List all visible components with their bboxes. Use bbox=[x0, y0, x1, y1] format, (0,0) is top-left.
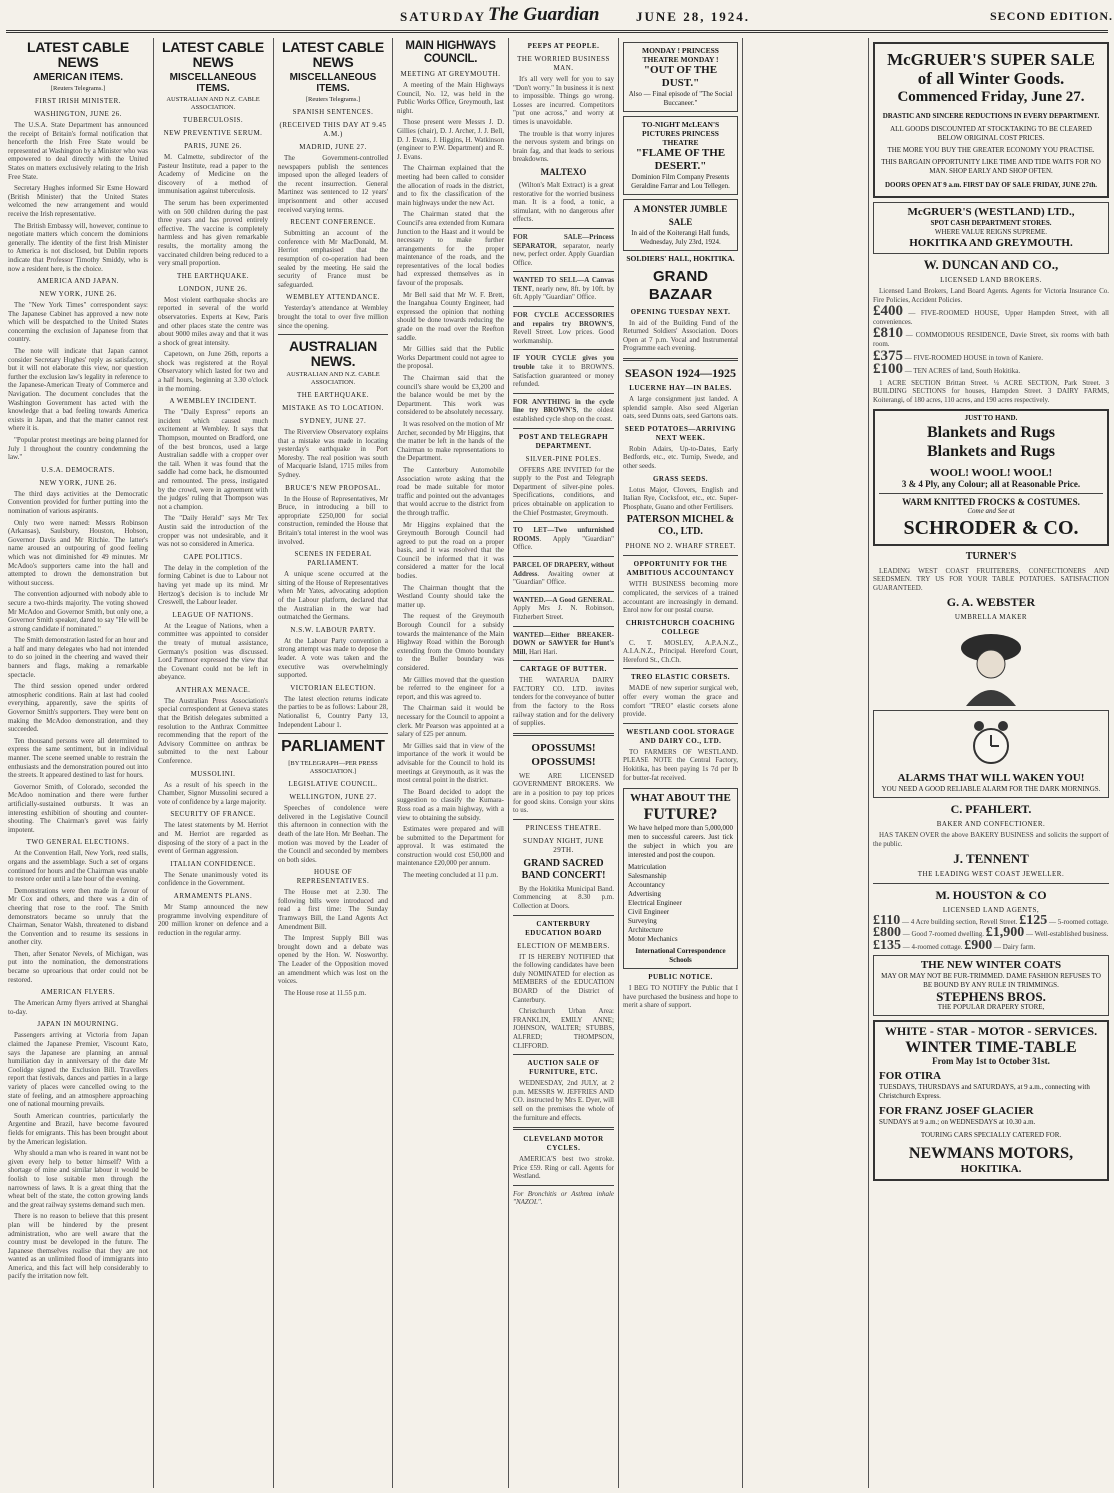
bazaar-subheading: OPENING TUESDAY NEXT. bbox=[630, 307, 731, 316]
article-heading: BRUCE'S NEW PROPOSAL. bbox=[285, 483, 381, 492]
woman-portrait-illustration bbox=[946, 626, 1036, 706]
property-price: £125 bbox=[1019, 912, 1048, 928]
masthead-rule bbox=[6, 30, 1108, 33]
dateline: NEW YORK, JUNE 26. bbox=[39, 290, 117, 299]
ad-heading: SILVER-PINE POLES. bbox=[525, 454, 602, 463]
ad-heading: POST AND TELEGRAPH DEPARTMENT. bbox=[518, 432, 609, 450]
white-star-motors-ad: WHITE - STAR - MOTOR - SERVICES. WINTER TIME-TABLE From May 1st to October 31st. FOR OTIRA TUESDAYS, THURSDAYS and SATURDAYS, at 9 a.m., connecting with Christchurch Express. FOR FRANZ JOSEF GLACIER SUNDAYS at 9 a.m.; on WEDNESDAYS at 10.30 a.m. TOURING CARS SPECIALLY CATERED FOR. NEWMANS MOTORS, HOKITIKA. bbox=[873, 1020, 1109, 1181]
article-text: The Chairman thought that the Westland County should take the matter up. bbox=[397, 583, 504, 609]
ad-heading: THE WORRIED BUSINESS MAN. bbox=[517, 55, 610, 72]
classified-ad: PARCEL OF DRAPERY, without Address bbox=[513, 560, 614, 578]
firm-name: PATERSON MICHEL & CO., LTD. bbox=[626, 514, 735, 538]
article-heading: MUSSOLINI. bbox=[190, 769, 236, 778]
alarm-clock-illustration bbox=[966, 718, 1016, 768]
mcgruer-stores-sub: SPOT CASH DEPARTMENT STORES. bbox=[930, 219, 1052, 227]
dateline: LONDON, JUNE 26. bbox=[178, 284, 248, 293]
news-source: [Reuters Telegrams.] bbox=[305, 96, 361, 103]
wool-line: WOOL! WOOL! WOOL! bbox=[929, 466, 1053, 479]
article-heading: TWO GENERAL ELECTIONS. bbox=[26, 838, 130, 847]
column-display-ads: McGRUER'S SUPER SALE of all Winter Goods. Commenced Friday, June 27. DRASTIC AND SINCERE REDUCTIONS IN EVERY DEPARTMENT. ALL GOODS DISCOUNTED AT STOCKTAKING TO BE CLEARED BELOW ORIGINAL COST PRICES. THE MORE YOU BUY THE GREATER ECONOMY YOU PRACTISE. THIS BARGAIN OPPORTUNITY LIKE TIME AND TIDE WAITS FOR NO MAN. SHOP EARLY AND SHOP OFTEN. DOORS OPEN AT 9 a.m. FIRST DAY OF SALE FRIDAY, JUNE 27th. McGRUER'S (WESTLAND) LTD., SPOT CASH DEPARTMENT STORES. WHERE VALUE REIGNS SUPREME. HOKITIKA AND GREYMOUTH. W. DUNCAN AND CO., LICENSED LAND BROKERS. Licensed Land Brokers, Land Board Agents. Agents for Victoria Insurance Co. Fire Policies, Accident Policies. £400 — FIVE-ROOMED HOUSE, Upper Hampden Street, with all conveniences. £810 — COMMODIOUS RESIDENCE, Davie Street, six rooms with bath room. £375 — FIVE-ROOMED HOUSE in town of Kaniere. £100 — TEN ACRES of land, South Hokitika. 1 ACRE SECTION Brittan Street. ¼ ACRE SECTION, Park Street. 3 BUILDING SECTIONS for houses, Hampden Street. 3 DAIRY FARMS, Koiterangi, of 180 acres, 110 acres, and 190 acres respectively. JUST TO HAND. Blankets and Rugs Blankets and Rugs WOOL! WOOL! WOOL! 3 & 4 Ply, any Colour; all at Reasonable Price. WARM KNITTED FROCKS & COSTUMES. Come and See at SCHRODER & CO. TURNER'S LEADING WEST COAST FRUITERERS, CONFECTIONERS AND SEEDSMEN. TRY US FOR YOUR TABLE POTATOES. SATISFACTION GUARANTEED. G. A. WEBSTER UMBRELLA MAKER ALARMS THAT WILL WAKEN YOU! YOU NEED A GOOD RELIABLE ALARM FOR THE DARK MORNINGS. C. PFAHLERT. BAKER AND CONFECTIONER. HAS TAKEN OVER the above BAKERY BUSINESS and solicits the support of the public. J. TENNENT THE LEADING WEST COAST JEWELLER. M. HOUSTON & CO LICENSED LAND AGENTS, £110 — 4 Acre building section, Revell Street. £125 — 5-roomed cottage. £800 — Good 7-roomed dwelling. £1,900 — Well-established business. £135 — 4-roomed cottage. £900 — Dairy farm. THE NEW WINTER COATS MAY OR MAY NOT BE FUR-TRIMMED. DAME FASHION REFUSES TO BE BOUND BY ANY RULE IN TRIMMINGS. STEPHENS BROS. THE POPULAR DRAPERY STORE, WHITE - STAR - MOTOR - SERVICES. WINTER TIME-TABLE From May 1st to October 31st. FOR OTIRA TUESDAYS, THURSDAYS and SATURDAYS, at 9 a.m., connecting with Christchurch Express. FOR FRANZ JOSEF GLACIER SUNDAYS at 9 a.m.; on WEDNESDAYS at 10.30 a.m. TOURING CARS SPECIALLY CATERED FOR. NEWMANS MOTORS, HOKITIKA. bbox=[873, 38, 1109, 1486]
classified-ad: FOR ANYTHING in the cycle line try BROWN'S bbox=[513, 397, 614, 415]
article-heading: THE EARTHQUAKE. bbox=[296, 391, 369, 400]
ad-heading: CARTAGE OF BUTTER. bbox=[520, 665, 607, 674]
column-heading: LATEST CABLE NEWS bbox=[27, 39, 129, 70]
wsm-title: WHITE - STAR - MOTOR - SERVICES. bbox=[884, 1024, 1098, 1039]
ad-heading: GRASS SEEDS. bbox=[652, 474, 709, 483]
article-heading: NEW PREVENTIVE SERUM. bbox=[163, 129, 263, 137]
article-heading-large: MAIN HIGHWAYS COUNCIL. bbox=[405, 40, 496, 65]
column-american-items: LATEST CABLE NEWS AMERICAN ITEMS. [Reuters Telegrams.] FIRST IRISH MINISTER. WASHINGTON, JUNE 26. The U.S.A. State Department has announced the receipt of Britain's formal notification that henceforth the Irish Free State would be represented at Washington by a Minister who was empowered to deal directly with the United States on matters exclusively relating to the Irish Free State. Secretary Hughes informed Sir Esme Howard (British Minister) that the United States welcomed the new arrangement and would receive the Irish representative. The British Embassy will, however, continue to negotiate matters which concern the dominions generally. The identity of the first Irish Minister to America is not disclosed, but Dublin reports indicate that Professor Timothy Smiddy, who is now a resident here, is the choice. AMERICA AND JAPAN. NEW YORK, JUNE 26. The "New York Times" correspondent says: The Japanese Cabinet has approved a new note which will be despatched to the United States concerning the exclusion of Japanese from that country. The note will indicate that Japan cannot consider Secretary Hughes' reply as satisfactory, but it will not elaborate this view, nor question further the exclusion law's legality in reference to the Japanese-American Treaty of Commerce and Navigation. The document concludes that the Washington Government has acted with the knowledge that a bad feeling towards America exists in Japan, and that the matter cannot rest where it is. "Popular protest meetings are being planned for July 1 throughout the country condemning the law." U.S.A. DEMOCRATS. NEW YORK, JUNE 26. The third days activities at the Democratic Convention provided for further putting into the nomination of various aspirants. Only two were named: Messrs Robinson (Arkansas), Saulsbury, Houston, Hobson, Governor Davis and Mr Ritchie. The latter's name aroused an outpouring of good feeling which was not diminished for 49 minutes. Mr McAdoo's supporters came into the hall and attempted to drown the demonstration but without success. The convention adjourned with nobody able to secure a two-thirds majority. The voting showed Mr McAdoo and Governor Smith, but only one, a Governor Smith speaker, dared to say "He will be a strong candidate if nominated." The Smith demonstration lasted for an hour and a half and many delegates who had not intended to do so joined in the cheering and waved their banners and flags, making a remarkable spectacle. The third session opened under ordered atmospheric conditions. Rain at last had cooled everything, apparently, save the spirits of Governor Smith's supporters. They were bent on making the McAdoo demonstration, and they succeeded. Ten thousand persons were all determined to express the same sentiment, but in individual manner. The scene seemed unable to restrain the enthusiasts and the demonstration poured out into the streets. It appeared destined to last for hours. Governor Smith, of Colorado, seconded the McAdoo nomination and there were further artificially-sustained outbursts. It was an interesting exhibition of shouting and counter-shouting. The Chairman's gavel was fairly impotent. TWO GENERAL ELECTIONS. At the Convention Hall, New York, reed stalls, organs and the assemblage. Such a set of organs continued for hours and the Chairman was unable to restore order until a late hour of the evening. Demonstrations were then made in favour of Mr Cox and others, and there was a din of cheering that rose to the roof. The Smith demonstrators became so unruly that the Chairman, Senator Walsh, threatened to disband the Convention and to resume its sessions in another city. Then, after Senator Nevels, of Michigan, was put into the nomination, the demonstrations became so uproarious that order could not be restored. AMERICAN FLYERS. The American Army flyers arrived at Shanghai to-day. JAPAN IN MOURNING. Passengers arriving at Victoria from Japan claimed the Japanese Premier, Viscount Kato, says the Japanese are planning an annual humiliation day in anniversary of the date Mr Coolidge signed the Exclusion Bill. Travellers report that festivals, dances and parties in a large variety of places were cancelled owing to the state of feeling, and an atmosphere approaching one of national mourning prevails. South American countries, particularly the Argentine and Brazil, have become favoured fields for emigrants. This has been brought about by the American legislation. Why should a man who is reared in want not be given every help to better himself? With a shortage of mine and similar labour it would be foolish to lose suitable men through the narrowness of laws. It is a great thing that the wheat belt of the state, the cotton growing lands and the great railway systems demand such men. There is no reason to believe that this present plan will be hindered by the present administration, who are well aware that the country must be developed in the future. The Japanese themselves realise that they are not wanted as an unlimited flood of immigrants into America, and this fact will help considerably to pacify the irritation now felt. bbox=[8, 39, 148, 1281]
ad-heading: LUCERNE HAY—IN BALES. bbox=[629, 383, 732, 392]
property-price: £900 bbox=[964, 937, 993, 953]
ad-heading: TREO ELASTIC CORSETS. bbox=[630, 673, 730, 682]
dateline: WASHINGTON, JUNE 26. bbox=[34, 110, 122, 118]
mcgruer-line2: of all Winter Goods. bbox=[917, 69, 1065, 88]
cinema-ad-header: TO-NIGHT McLEAN'S PICTURES PRINCESS THEATRE bbox=[641, 120, 720, 147]
article-text: The "New York Times" correspondent says: The Japanese Cabinet has approved a new note which will be despatched to the United States concerning the exclusion of Japanese from that country. bbox=[8, 301, 148, 344]
article-heading: HOUSE OF REPRESENTATIVES. bbox=[296, 868, 370, 886]
houston-name: M. HOUSTON & CO bbox=[935, 887, 1047, 902]
property-price: £1,900 bbox=[985, 925, 1025, 941]
ad-heading: OPPORTUNITY FOR THE AMBITIOUS ACCOUNTANCY bbox=[626, 560, 735, 578]
pfahlert-name: C. PFAHLERT. bbox=[950, 802, 1032, 817]
classified-ad: IF YOUR CYCLE gives you trouble bbox=[513, 354, 614, 372]
dateline: SYDNEY, JUNE 27. bbox=[299, 417, 367, 426]
ad-brand: MALTEXO bbox=[540, 166, 587, 177]
article-heading: N.S.W. LABOUR PARTY. bbox=[290, 625, 376, 634]
webster-sub: UMBRELLA MAKER bbox=[954, 613, 1028, 622]
stephens-name: STEPHENS BROS. bbox=[936, 989, 1046, 1005]
column-main-highways: MAIN HIGHWAYS COUNCIL. MEETING AT GREYMOUTH. A meeting of the Main Highways Council, No. 12, was held in the Public Works Office, Greymouth, last night. Those present were Messrs J. D. Gillies (chair), D. J. Archer, J. J. Bell, D. J. Evans, J. Higgins, H. Watkinson (engineer to P.W. Department) and R. J. Evans. The Chairman explained that the meeting had been called to consider the allocation of roads in the district, and to fix the classification of the main highways under the new Act. The Chairman stated that the Council's area extended from Kumara Junction to the Haast and it would be necessary to make further arrangements for the proper maintenance of the roads, and the representatives of the local bodies had expressed themselves as in favour of the proposals. Mr Bell said that Mr W. F. Brett, the Inangahua County Engineer, had expressed the opinion that nothing should be done towards reducing the grade on the road over the Reefton saddle. Mr Gillies said that the Public Works Department could not agree to the proposal. The Chairman said that the council's share would be £3,200 and the balance would be met by the Department. This work was considered to be absolutely necessary. It was resolved on the motion of Mr Archer, seconded by Mr Higgins, that the matter be left in the hands of the Chairman to make representations to the Department. The Canterbury Automobile Association wrote asking that the road be made suitable for motor traffic and pointed out the advantages that would accrue to the district from the through traffic. Mr Higgins explained that the Greymouth Borough Council had agreed to put the road on a proper basis, and it was resolved that the Council be informed that it was considered a matter for the local bodies. The Chairman thought that the Westland County should take the matter up. The request of the Greymouth Borough Council for a subsidy towards the maintenance of the Main Highway Road within the Borough extending from the Omoto boundary to the Buller boundary was considered. Mr Gillies moved that the question be referred to the engineer for a report, and this was agreed to. The Chairman said it would be necessary for the Council to appoint a clerk. Mr Pearson was appointed at a salary of £25 per annum. Mr Gillies said that in view of the importance of the work it would be advisable for the Council to hold its meetings at Greymouth, as it was the most central point in the district. The Board decided to adopt the suggestion to classify the Kumara-Ross road as a main highway, with a view to obtaining the subsidy. Estimates were prepared and will be submitted to the Department for approval. It was estimated the construction would cost £50,000 and maintenance £20,000 per annum. The meeting concluded at 11 p.m. bbox=[397, 40, 504, 880]
article-heading: JAPAN IN MOURNING. bbox=[37, 1020, 119, 1029]
column-subheading: MISCELLANEOUS ITEMS. bbox=[289, 72, 377, 94]
newmans-name: NEWMANS MOTORS, bbox=[908, 1145, 1074, 1163]
mcgruer-stores-towns: HOKITIKA AND GREYMOUTH. bbox=[909, 237, 1073, 249]
mcgruer-doors: DOORS OPEN AT 9 a.m. FIRST DAY OF SALE FRIDAY, JUNE 27th. bbox=[884, 181, 1098, 189]
property-price: £800 bbox=[873, 925, 901, 941]
route-otira: FOR OTIRA bbox=[879, 1070, 942, 1083]
jumble-sale-ad: A MONSTER JUMBLE SALE In aid of the Koiterangi Hall funds, Wednesday, July 23rd, 1924. bbox=[623, 199, 738, 251]
article-heading: LEGISLATIVE COUNCIL. bbox=[288, 780, 378, 789]
classified-ad: WANTED—Either BREAKER-DOWN or SAWYER for Hunt's Mill bbox=[513, 630, 614, 656]
article-heading: CAPE POLITICS. bbox=[183, 552, 243, 561]
ad-heading: PUBLIC NOTICE. bbox=[648, 973, 713, 982]
column-australian-news: LATEST CABLE NEWS MISCELLANEOUS ITEMS. [Reuters Telegrams.] SPANISH SENTENCES. (RECEIVED THIS DAY AT 9.45 A.M.) MADRID, JUNE 27. The Government-controlled newspapers publish the sentences imposed upon the alleged leaders of the recent insurrection. General Martinez was sentenced to 12 years' imprisonment and other accused received varying terms. RECENT CONFERENCE. Submitting an account of the conference with Mr MacDonald, M. Herriot emphasised that the resumption of co-operation had been sealed by the meeting. He said the security of France must be safeguarded. WEMBLEY ATTENDANCE. Yesterday's attendance at Wembley brought the total to over five million since the opening. AUSTRALIAN NEWS. AUSTRALIAN AND N.Z. CABLE ASSOCIATION. THE EARTHQUAKE. MISTAKE AS TO LOCATION. SYDNEY, JUNE 27. The Riverview Observatory explains that a mistake was made in locating yesterday's earthquake in Port Moresby. The real position was south of Macquarie Island, 1715 miles from Sydney. BRUCE'S NEW PROPOSAL. In the House of Representatives, Mr Bruce, in introducing a bill to appropriate £250,000 for social construction, reminded the House that Britain's total interest in the wool was involved. SCENES IN FEDERAL PARLIAMENT. A unique scene occurred at the sitting of the House of Representatives when Mr Yates, advocating adoption of the Labour platform, declared that the Australian in the war had outmatched the Germans. N.S.W. LABOUR PARTY. At the Labour Party convention a strong attempt was made to depose the leader. A vote was taken and the executive was overwhelmingly supported. VICTORIAN ELECTION. The latest election returns indicate the parties to be as follows: Labour 28, Nationalist 6, Country Party 13, Independent Labour 1. PARLIAMENT [BY TELEGRAPH—PER PRESS ASSOCIATION.] LEGISLATIVE COUNCIL. WELLINGTON, JUNE 27. Speeches of condolence were delivered in the Legislative Council this afternoon in connection with the death of the late Hon. Mr Beehan. The motion was moved by the Leader of the Council and seconded by members on both sides. HOUSE OF REPRESENTATIVES. The House met at 2.30. The following bills were introduced and read a first time: The Sunday Tramways Bill, the Land Agents Act Amendment Bill. The Imprest Supply Bill was brought down and a debate was opened by the Hon. W. Nosworthy. The Leader of the Opposition moved an amendment which was lost on the voices. The House rose at 11.55 p.m. bbox=[278, 39, 388, 997]
article-text: M. Calmette, subdirector of the Pasteur Institute, read a paper to the Academy of Medicine on the discovery of a method of immunisation against tuberculosis. bbox=[158, 153, 268, 196]
column-rule bbox=[868, 38, 869, 1488]
article-heading: WEMBLEY ATTENDANCE. bbox=[285, 293, 380, 302]
wool-sub: 3 & 4 Ply, any Colour; all at Reasonable Price. bbox=[901, 478, 1081, 489]
stephens-sub: THE POPULAR DRAPERY STORE, bbox=[937, 1003, 1045, 1012]
classified-ad: WANTED.—A Good GENERAL bbox=[513, 595, 613, 604]
column-classified-ads: PEEPS AT PEOPLE. THE WORRIED BUSINESS MAN. It's all very well for you to say "Don't worry." In business it is next to impossible. Things go wrong. Losses are incurred. Competitors "put one across," and worry at times is unavoidable. The trouble is that worry injures the nervous system and brings on brain fag, and that leads to serious breakdowns. MALTEXO (Wilton's Malt Extract) is a great restorative for the worried business man. It is a food, a tonic, a stimulant, with no dangerous after effects. FOR SALE—Princess SEPARATOR, separator, nearly new, perfect order. Apply Guardian Office. WANTED TO SELL—A Canvas TENT, nearly new, 8ft. by 10ft. by 6ft. Apply "Guardian" Office. FOR CYCLE ACCESSORIES and repairs try BROWN'S, Revell Street. Low prices. Good workmanship. IF YOUR CYCLE gives you trouble take it to BROWN'S. Satisfaction guaranteed or money refunded. FOR ANYTHING in the cycle line try BROWN'S, the oldest established cycle shop on the coast. POST AND TELEGRAPH DEPARTMENT. SILVER-PINE POLES. OFFERS ARE INVITED for the supply to the Post and Telegraph Department of silver-pine poles. Specifications, conditions, and prices obtainable on application to the Chief Postmaster, Greymouth. TO LET—Two unfurnished ROOMS. Apply "Guardian" Office. PARCEL OF DRAPERY, without Address. Awaiting owner at "Guardian" Office. WANTED.—A Good GENERAL. Apply Mrs J. N. Robinson, Fitzherbert Street. WANTED—Either BREAKER-DOWN or SAWYER for Hunt's Mill, Hari Hari. CARTAGE OF BUTTER. THE WATARUA DAIRY FACTORY CO. LTD. invites tenders for the conveyance of butter from the factory to the Ross railway station and for the delivery of supplies. OPOSSUMS! OPOSSUMS! WE ARE LICENSED GOVERNMENT BROKERS. We are in a position to pay top prices for good skins. Consign your skins to us. PRINCESS THEATRE. SUNDAY NIGHT, JUNE 29TH. GRAND SACRED BAND CONCERT! By the Hokitika Municipal Band. Commencing at 8.30 p.m. Collection at Doors. CANTERBURY EDUCATION BOARD ELECTION OF MEMBERS. IT IS HEREBY NOTIFIED that the following candidates have been duly NOMINATED for election as MEMBERS of the EDUCATION BOARD of the District of Canterbury. Christchurch Urban Area: FRANKLIN, EMILY ANNE; JOHNSON, WALTER; STUBBS, ALFRED; THOMPSON, CLIFFORD. AUCTION SALE OF FURNITURE, ETC. WEDNESDAY, 2nd JULY, at 2 p.m. MESSRS W. JEFFRIES AND CO. instructed by Mrs E. Dyer, will sell on the premises the whole of the furniture and effects. CLEVELAND MOTOR CYCLES. AMERICA'S best two stroke. Price £59. Ring or call. Agents for Westland. For Bronchitis or Asthma inhale "NAZOL". bbox=[513, 42, 614, 1207]
mcgruer-text: DRASTIC AND SINCERE REDUCTIONS IN EVERY DEPARTMENT. bbox=[882, 112, 1100, 120]
article-subheading: MEETING AT GREYMOUTH. bbox=[400, 70, 501, 78]
article-heading: ANTHRAX MENACE. bbox=[175, 685, 251, 694]
pfahlert-sub: BAKER AND CONFECTIONER. bbox=[936, 820, 1046, 829]
property-price: £100 bbox=[873, 361, 903, 378]
ad-title: A MONSTER JUMBLE SALE bbox=[633, 204, 728, 227]
mcgruer-stores-ad: McGRUER'S (WESTLAND) LTD., SPOT CASH DEPARTMENT STORES. WHERE VALUE REIGNS SUPREME. HOKITIKA AND GREYMOUTH. bbox=[873, 202, 1109, 254]
ics-school-name: International Correspondence Schools bbox=[635, 947, 726, 965]
ics-heading-1: WHAT ABOUT THE bbox=[630, 792, 731, 805]
blankets-line1: Blankets and Rugs bbox=[926, 423, 1056, 441]
ad-heading: WESTLAND COOL STORAGE AND DAIRY CO., LTD. bbox=[626, 727, 735, 745]
article-heading: LEAGUE OF NATIONS. bbox=[172, 610, 254, 619]
article-heading: ITALIAN CONFIDENCE. bbox=[170, 859, 256, 868]
parliament-heading: PARLIAMENT bbox=[281, 738, 385, 756]
column-rule bbox=[742, 38, 743, 1488]
coats-heading: THE NEW WINTER COATS bbox=[920, 959, 1062, 972]
cinema-ad-mcleans: TO-NIGHT McLEAN'S PICTURES PRINCESS THEATRE "FLAME OF THE DESERT." Dominion Film Company Presents Geraldine Farrar and Lou Tellegen. bbox=[623, 116, 738, 195]
season-heading: SEASON 1924—1925 bbox=[624, 365, 737, 380]
column-rule bbox=[273, 38, 274, 1488]
dateline: MADRID, JUNE 27. bbox=[299, 143, 367, 151]
article-heading: SPANISH SENTENCES. bbox=[292, 108, 374, 116]
opossums-heading: OPOSSUMS! OPOSSUMS! bbox=[531, 741, 596, 768]
mcgruer-sale-ad: McGRUER'S SUPER SALE of all Winter Goods. Commenced Friday, June 27. DRASTIC AND SINCERE REDUCTIONS IN EVERY DEPARTMENT. ALL GOODS DISCOUNTED AT STOCKTAKING TO BE CLEARED BELOW ORIGINAL COST PRICES. THE MORE YOU BUY THE GREATER ECONOMY YOU PRACTISE. THIS BARGAIN OPPORTUNITY LIKE TIME AND TIDE WAITS FOR NO MAN. SHOP EARLY AND SHOP OFTEN. DOORS OPEN AT 9 a.m. FIRST DAY OF SALE FRIDAY, JUNE 27th. bbox=[873, 42, 1109, 198]
venue-name: SOLDIERS' HALL, HOKITIKA. bbox=[626, 254, 735, 263]
classified-ad: FOR SALE—Princess SEPARATOR bbox=[513, 232, 614, 250]
ad-heading: ELECTION OF MEMBERS. bbox=[517, 941, 610, 950]
article-heading: VICTORIAN ELECTION. bbox=[290, 683, 376, 692]
duncan-subtitle: LICENSED LAND BROKERS. bbox=[940, 276, 1042, 284]
article-heading: U.S.A. DEMOCRATS. bbox=[41, 465, 115, 474]
alarm-title: ALARMS THAT WILL WAKEN YOU! bbox=[897, 772, 1085, 785]
ad-heading: PRINCESS THEATRE. bbox=[525, 823, 602, 832]
article-heading: AMERICA AND JAPAN. bbox=[36, 277, 120, 286]
column-subheading: MISCELLANEOUS ITEMS. bbox=[169, 72, 257, 94]
mcgruer-stores-title: McGRUER'S (WESTLAND) LTD., bbox=[907, 206, 1075, 218]
article-heading: ARMAMENTS PLANS. bbox=[173, 891, 253, 900]
property-price: £110 bbox=[873, 912, 901, 928]
blankets-ad bbox=[873, 409, 1109, 546]
column-rule bbox=[392, 38, 393, 1488]
blankets-line2: Blankets and Rugs bbox=[926, 442, 1056, 460]
masthead bbox=[0, 0, 1114, 30]
classified-ad: TO LET—Two unfurnished ROOMS bbox=[513, 526, 614, 543]
dateline: PARIS, JUNE 26. bbox=[184, 142, 242, 150]
property-price: £400 bbox=[873, 303, 903, 320]
blankets-intro: JUST TO HAND. bbox=[964, 413, 1018, 422]
article-heading: TUBERCULOSIS. bbox=[182, 116, 244, 124]
mcgruer-title: McGRUER'S SUPER SALE bbox=[887, 50, 1095, 69]
frocks-line: WARM KNITTED FROCKS & COSTUMES. bbox=[902, 496, 1080, 507]
newspaper-title: The Guardian bbox=[488, 4, 600, 25]
tennent-sub: THE LEADING WEST COAST JEWELLER. bbox=[917, 869, 1065, 878]
dateline: NEW YORK, JUNE 26. bbox=[39, 478, 117, 487]
article-heading: MISTAKE AS TO LOCATION. bbox=[282, 404, 384, 413]
property-price: £375 bbox=[873, 347, 903, 364]
alarm-ad: ALARMS THAT WILL WAKEN YOU! YOU NEED A GOOD RELIABLE ALARM FOR THE DARK MORNINGS. bbox=[873, 710, 1109, 798]
timetable-heading: WINTER TIME-TABLE bbox=[905, 1039, 1077, 1057]
ics-ad: WHAT ABOUT THE FUTURE? We have helped more than 5,000,000 men to successful careers. Just tick the subject in which you are interested and post the coupon. Matriculation Salesmanship Accountancy Advertising Electrical Engineer Civil Engineer Surveying Architecture Motor Mechanics International Correspondence Schools bbox=[623, 788, 738, 969]
article-heading: A WEMBLEY INCIDENT. bbox=[169, 397, 257, 406]
timetable-sub: From May 1st to October 31st. bbox=[932, 1056, 1050, 1067]
column-heading: LATEST CABLE NEWS bbox=[282, 39, 384, 70]
houston-sub: LICENSED LAND AGENTS, bbox=[942, 905, 1040, 914]
property-price: £810 bbox=[873, 325, 903, 342]
australian-news-heading: AUSTRALIAN NEWS. bbox=[289, 338, 377, 370]
article-text: A meeting of the Main Highways Council, No. 12, was held in the Public Works Office, Greymouth, last night. bbox=[397, 81, 504, 115]
dateline: WELLINGTON, JUNE 27. bbox=[289, 793, 377, 802]
stephens-ad: THE NEW WINTER COATS MAY OR MAY NOT BE FUR-TRIMMED. DAME FASHION REFUSES TO BE BOUND BY ANY RULE IN TRIMMINGS. STEPHENS BROS. THE POPULAR DRAPERY STORE, bbox=[873, 955, 1109, 1016]
article-heading: THE EARTHQUAKE. bbox=[176, 271, 249, 280]
classified-ad: For Bronchitis or Asthma inhale "NAZOL". bbox=[513, 1189, 614, 1207]
ad-heading: CLEVELAND MOTOR CYCLES. bbox=[523, 1135, 604, 1153]
article-text: The U.S.A. State Department has announced the receipt of Britain's formal notification that henceforth the Irish Free State would be represented at Washington by a Minister who was empowered to deal directly with the United States on matters exclusively relating to the Irish Free State. bbox=[8, 121, 148, 181]
article-text: The third days activities at the Democratic Convention provided for further putting into the nomination of various aspirants. bbox=[8, 489, 148, 515]
mcgruer-line3: Commenced Friday, June 27. bbox=[897, 89, 1085, 105]
ad-heading: CANTERBURY EDUCATION BOARD bbox=[525, 919, 602, 937]
concert-heading: GRAND SACRED BAND CONCERT! bbox=[521, 857, 606, 881]
column-rule bbox=[618, 38, 619, 1488]
film-title: "FLAME OF THE DESERT." bbox=[635, 147, 726, 172]
article-heading: RECENT CONFERENCE. bbox=[290, 218, 376, 227]
frocks-sub: Come and See at bbox=[967, 506, 1015, 515]
column-rule bbox=[153, 38, 154, 1488]
newmans-town: HOKITIKA. bbox=[960, 1163, 1022, 1176]
news-source: [BY TELEGRAPH—PER PRESS ASSOCIATION.] bbox=[288, 760, 378, 776]
news-source: AUSTRALIAN AND N.Z. CABLE ASSOCIATION. bbox=[166, 96, 260, 111]
ad-heading: CHRISTCHURCH COACHING COLLEGE bbox=[625, 618, 736, 636]
tennent-name: J. TENNENT bbox=[953, 850, 1029, 866]
cinema-ad-princess: MONDAY ! PRINCESS THEATRE MONDAY ! "OUT OF THE DUST." Also — Final episode of "The Social Buccaneer." bbox=[623, 42, 738, 112]
masthead-date: JUNE 28, 1924. bbox=[636, 9, 750, 24]
ad-heading: AUCTION SALE OF FURNITURE, ETC. bbox=[527, 1059, 600, 1077]
article-heading: SCENES IN FEDERAL PARLIAMENT. bbox=[294, 550, 372, 568]
dateline: (RECEIVED THIS DAY AT 9.45 A.M.) bbox=[279, 121, 387, 138]
column-rule bbox=[508, 38, 509, 1488]
webster-name: G. A. WEBSTER bbox=[946, 595, 1036, 610]
column-entertainment-ads: MONDAY ! PRINCESS THEATRE MONDAY ! "OUT OF THE DUST." Also — Final episode of "The Social Buccaneer." TO-NIGHT McLEAN'S PICTURES PRINCESS THEATRE "FLAME OF THE DESERT." Dominion Film Company Presents Geraldine Farrar and Lou Tellegen. A MONSTER JUMBLE SALE In aid of the Koiterangi Hall funds, Wednesday, July 23rd, 1924. SOLDIERS' HALL, HOKITIKA. GRAND BAZAAR OPENING TUESDAY NEXT. In aid of the Building Fund of the Returned Soldiers' Association. Doors Open at 7 p.m. Vocal and Instrumental Programme each evening. SEASON 1924—1925 LUCERNE HAY—IN BALES. A large consignment just landed. A splendid sample. Also seed Algerian oats, seed Dunns oats, seed Gartons oats. SEED POTATOES—ARRIVING NEXT WEEK. Robin Adairs, Up-to-Dates, Early Bedfords, etc., etc. Turnip, Swede, and other seeds. GRASS SEEDS. Lotus Major, Clovers, English and Italian Rye, Cocksfoot, etc., etc. Super-Phosphate, Guano and other Fertilisers. PATERSON MICHEL & CO., LTD. PHONE NO 2. WHARF STREET. OPPORTUNITY FOR THE AMBITIOUS ACCOUNTANCY WITH BUSINESS becoming more complicated, the services of a trained accountant are increasingly in demand. Enrol now for our postal course. CHRISTCHURCH COACHING COLLEGE C. T. MOSLEY, A.P.A.N.Z., A.I.A.N.Z., Principal. Hereford Court, Hereford St., Ch.Ch. TREO ELASTIC CORSETS. MADE of new superior surgical web, offer every woman the grace and comfort "TREO" elastic corsets alone provide. WESTLAND COOL STORAGE AND DAIRY CO., LTD. TO FARMERS OF WESTLAND. PLEASE NOTE the Central Factory, Hokitika, has been paying 1s 7d per lb for butter-fat received. WHAT ABOUT THE FUTURE? We have helped more than 5,000,000 men to successful careers. Just tick the subject in which you are interested and post the coupon. Matriculation Salesmanship Accountancy Advertising Electrical Engineer Civil Engineer Surveying Architecture Motor Mechanics International Correspondence Schools PUBLIC NOTICE. I BEG TO NOTIFY the Public that I have purchased the business and hope to merit a share of support. bbox=[623, 38, 738, 1486]
turner-name: TURNER'S bbox=[965, 550, 1017, 562]
schroder-name: SCHRODER & CO. bbox=[903, 516, 1079, 539]
duncan-title: W. DUNCAN AND CO., bbox=[923, 257, 1059, 272]
ad-heading: SUNDAY NIGHT, JUNE 29TH. bbox=[523, 836, 604, 854]
property-price: £135 bbox=[873, 937, 901, 953]
news-source: [Reuters Telegrams.] bbox=[50, 85, 106, 92]
film-title: "OUT OF THE DUST." bbox=[643, 64, 718, 89]
article-heading: FIRST IRISH MINISTER. bbox=[34, 97, 122, 105]
article-text: Mr Gillies said that the Public Works Department could not agree to the proposal. bbox=[397, 345, 504, 371]
article-heading: SECURITY OF FRANCE. bbox=[170, 810, 256, 819]
masthead-day: SATURDAY bbox=[400, 9, 487, 24]
column-subheading: AMERICAN ITEMS. bbox=[33, 72, 123, 83]
ics-heading-2: FUTURE? bbox=[643, 806, 718, 824]
cinema-ad-header: MONDAY ! PRINCESS THEATRE MONDAY ! bbox=[642, 46, 719, 64]
route-glacier: FOR FRANZ JOSEF GLACIER bbox=[879, 1105, 1034, 1118]
column-heading: LATEST CABLE NEWS bbox=[162, 39, 264, 70]
bazaar-heading: GRAND BAZAAR bbox=[648, 267, 713, 303]
edition-label: SECOND EDITION. bbox=[990, 9, 1114, 23]
classified-ad: WANTED TO SELL—A Canvas TENT bbox=[513, 276, 614, 293]
firm-address: PHONE NO 2. WHARF STREET. bbox=[625, 542, 736, 551]
article-heading: AMERICAN FLYERS. bbox=[40, 988, 116, 997]
ad-heading: PEEPS AT PEOPLE. bbox=[527, 42, 600, 50]
news-source: AUSTRALIAN AND N.Z. CABLE ASSOCIATION. bbox=[286, 371, 380, 387]
column-miscellaneous-items: LATEST CABLE NEWS MISCELLANEOUS ITEMS. AUSTRALIAN AND N.Z. CABLE ASSOCIATION. TUBERCULOSIS. NEW PREVENTIVE SERUM. PARIS, JUNE 26. M. Calmette, subdirector of the Pasteur Institute, read a paper to the Academy of Medicine on the discovery of a method of immunisation against tuberculosis. The serum has been experimented with on 500 children during the past three years and has proved entirely effective. The vaccine is completely harmless and has given remarkable results, the mortality among the vaccinated children being reduced to a very small proportion. THE EARTHQUAKE. LONDON, JUNE 26. Most violent earthquake shocks are reported in several of the world observatories. Experts at Kew, Paris and other places state the centre was about 9000 miles away and that it was a shock of great intensity. Capetown, on June 26th, reports a shock was registered at the Royal Observatory which lasted for two and a half hours, beginning at 3.30 o'clock in the morning. A WEMBLEY INCIDENT. The "Daily Express" reports an incident which caused much excitement at Wembley. It says that Thompson, mounted on Bradford, one of the best broncos, used a large Australian saddle with a cropper over the tail. When it was found that the saddle had come back, he dismounted and remounted. The press, instigated by the crowd, were in agreement with the judges' ruling that Thompson was not a champion. The "Daily Herald" says Mr Tex Austin said the introduction of the cropper was not undesirable, and it was not so considered in America. CAPE POLITICS. The delay in the completion of the forming Cabinet is due to Labour not having yet made up its mind. Mr Hertzog's decision is to include Mr Creswell, the Labour leader. LEAGUE OF NATIONS. At the League of Nations, when a committee was appointed to consider the treaty of mutual assistance, Germany's position was discussed. Lord Parmoor expressed the view that the Covenant could not be left in abeyance. ANTHRAX MENACE. The Australian Press Association's special correspondent at Geneva states that the British delegates submitted a resolution to the Anthrax Committee recommending that the report of the Advisory Committee on anthrax be submitted to the next Labour Conference. MUSSOLINI. As a result of his speech in the Chamber, Signor Mussolini secured a vote of confidence by a large majority. SECURITY OF FRANCE. The latest statements by M. Herriot and M. Herriot are regarded as disposing of the story of a pact in the event of German aggression. ITALIAN CONFIDENCE. The Senate unanimously voted its confidence in the Government. ARMAMENTS PLANS. Mr Stamp announced the new programme involving expenditure of 200 million kroner on defence and a reduction in the regular army. bbox=[158, 39, 268, 937]
classified-ad: FOR CYCLE ACCESSORIES and repairs try BROWN'S bbox=[513, 311, 614, 328]
ad-heading: SEED POTATOES—ARRIVING NEXT WEEK. bbox=[624, 424, 737, 442]
